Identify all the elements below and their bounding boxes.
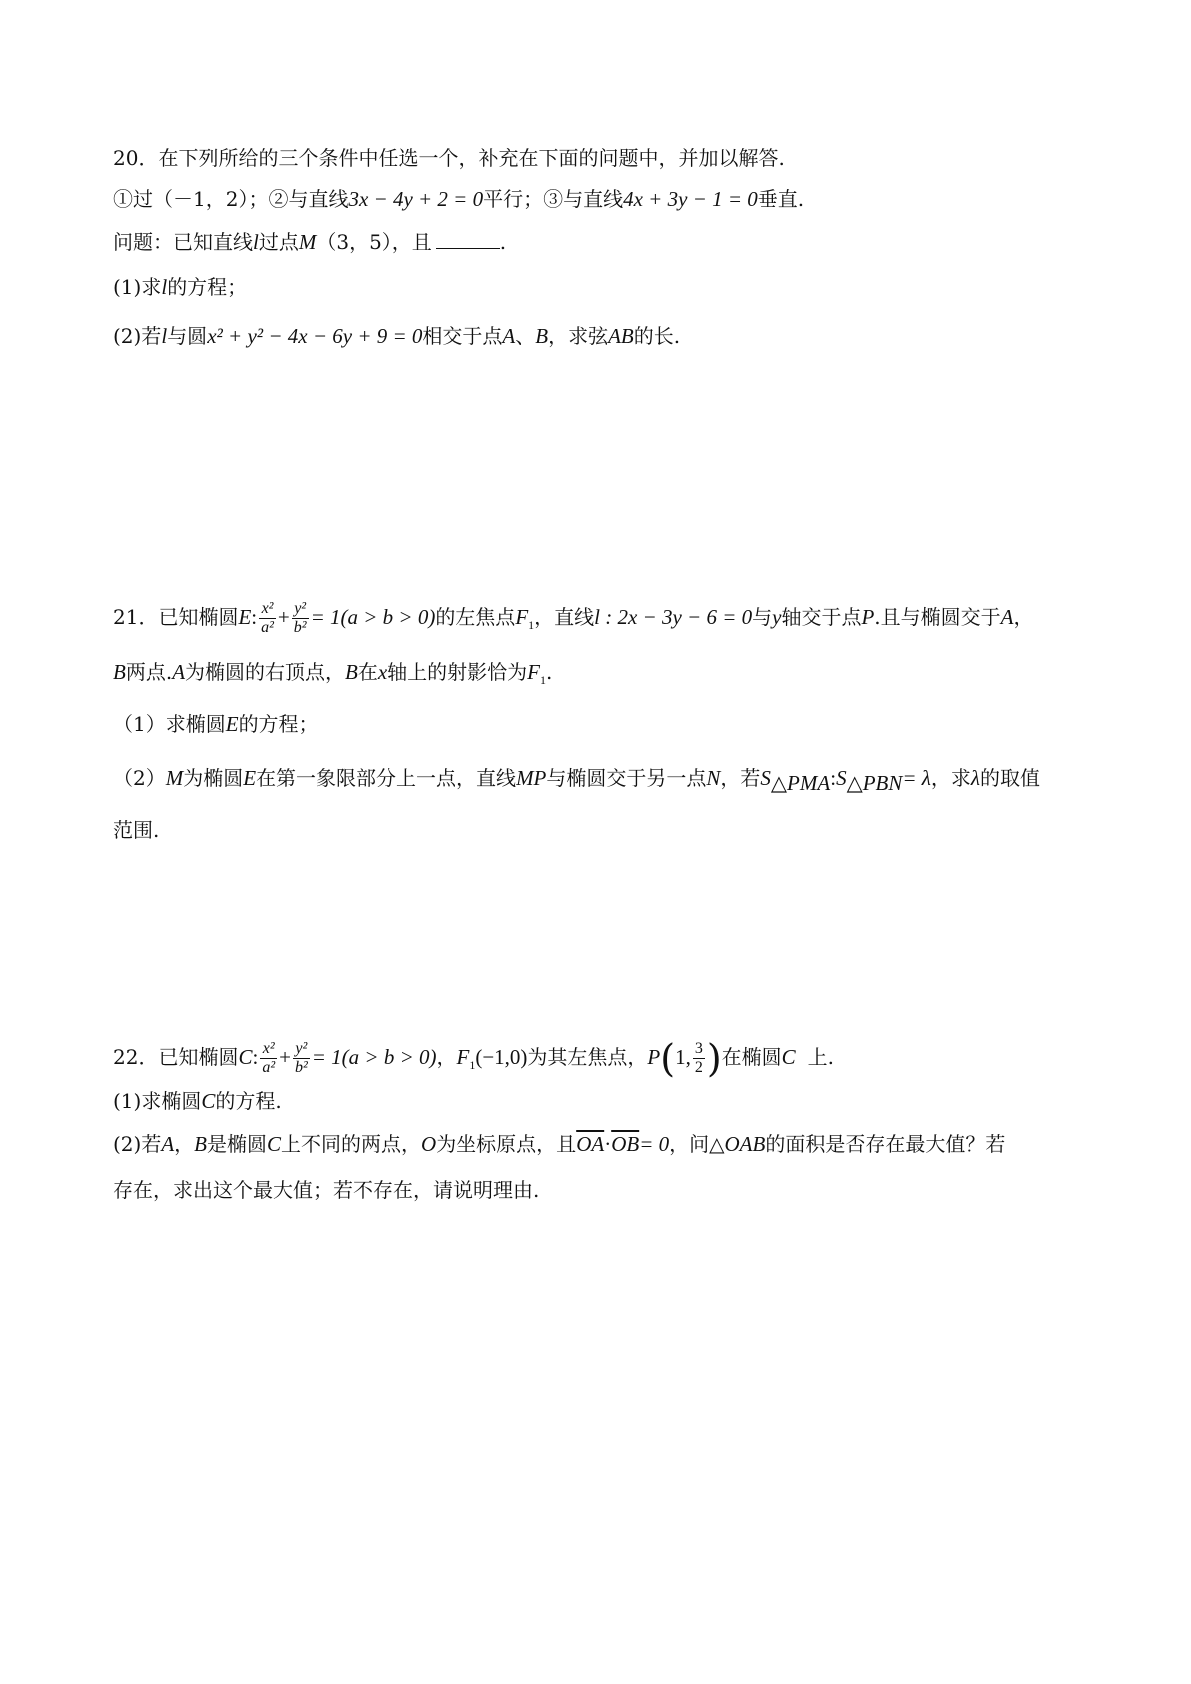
q22-left-paren: ( bbox=[660, 1036, 676, 1081]
q21-l2-var-F: F bbox=[527, 660, 540, 684]
q22-text-1: 已知椭圆 bbox=[158, 1045, 239, 1069]
q21-fraction-x bbox=[259, 600, 276, 637]
q22-var-F-sub: 1 bbox=[469, 1058, 476, 1072]
q21-part-2-line-2 bbox=[113, 815, 159, 845]
q21-stem-line-2 bbox=[113, 657, 552, 687]
q22-text-4: 在椭圆 bbox=[721, 1045, 782, 1069]
q20-number: 20． bbox=[113, 146, 159, 170]
q21-stem bbox=[113, 600, 1033, 637]
q21-fraction-y bbox=[292, 600, 309, 637]
q21-plus: + bbox=[277, 605, 290, 629]
q22-p1-var-C: C bbox=[201, 1089, 216, 1113]
q21-text-1: 已知椭圆 bbox=[158, 605, 239, 629]
q20-p1-text-2: 的方程； bbox=[167, 275, 248, 299]
q21-part-1 bbox=[113, 709, 319, 739]
q21-p2-text-4: ，若 bbox=[720, 766, 761, 790]
q21-text-5: 轴交于点 bbox=[781, 605, 862, 629]
q20-stem-text: 在下列所给的三个条件中任选一个，补充在下面的问题中，并加以解答. bbox=[158, 146, 785, 170]
q21-p2-text-3: 与椭圆交于另一点 bbox=[546, 766, 707, 790]
q21-var-A: A bbox=[1000, 605, 1014, 629]
q21-p2-text-1: 为椭圆 bbox=[183, 766, 244, 790]
q20-cond-equation-1: 3x − 4y + 2 = 0 bbox=[348, 187, 484, 211]
q21-l2-text-2: 为椭圆的右顶点， bbox=[185, 660, 346, 684]
q22-part-2-line-2 bbox=[113, 1175, 539, 1205]
q22-p2-text-7: 的面积是否存在最大值？若 bbox=[765, 1132, 1006, 1156]
q21-frac-y-den: b² bbox=[293, 619, 307, 636]
q20-problem-period: . bbox=[499, 230, 507, 254]
q22-text-3: 为其左焦点， bbox=[527, 1045, 648, 1069]
q20-problem-text-2: 过点 bbox=[258, 230, 299, 254]
q22-p2-var-C: C bbox=[267, 1132, 282, 1156]
q21-frac-y-num: y² bbox=[292, 600, 309, 619]
q22-p2-vector-OB: $\overline{OB}$ bbox=[611, 1132, 640, 1156]
q21-p1-text-2: 的方程； bbox=[238, 712, 319, 736]
q21-p2-text-6: 的取值 bbox=[980, 766, 1041, 790]
q22-P-coord-x: 1, bbox=[675, 1045, 691, 1069]
q21-p2-var-MP: MP bbox=[516, 766, 547, 790]
q22-right-paren: ) bbox=[706, 1036, 722, 1081]
q21-p2-text-2: 在第一象限部分上一点，直线 bbox=[256, 766, 517, 790]
q21-l2-text-3: 在 bbox=[357, 660, 378, 684]
q21-p2-var-S2: S bbox=[836, 766, 847, 790]
q20-cond-text-3: 垂直. bbox=[757, 187, 805, 211]
q22-var-C2: C bbox=[781, 1045, 796, 1069]
q21-p2-ratio: : bbox=[830, 766, 837, 790]
q22-p1-text-1: (1)求椭圆 bbox=[113, 1089, 202, 1113]
q22-var-C: C bbox=[238, 1045, 253, 1069]
q20-p2-sep: 、 bbox=[515, 324, 536, 348]
q20-cond-equation-2: 4x + 3y − 1 = 0 bbox=[623, 187, 758, 211]
q22-var-P: P bbox=[647, 1045, 661, 1069]
q21-l2-var-B2: B bbox=[345, 660, 358, 684]
q21-text-3: ，直线 bbox=[534, 605, 595, 629]
q22-p2-text-6: ，问△ bbox=[669, 1132, 725, 1156]
q21-l2-text-1: 两点. bbox=[125, 660, 173, 684]
q20-var-l: l bbox=[253, 230, 259, 254]
q21-var-P: P bbox=[861, 605, 875, 629]
q22-frac-x-num: x² bbox=[260, 1040, 277, 1059]
q21-l2-var-x: x bbox=[377, 660, 388, 684]
q22-text-5: 上. bbox=[807, 1045, 835, 1069]
q21-l2-period: . bbox=[546, 660, 553, 684]
q21-l2-var-B: B bbox=[113, 660, 126, 684]
q20-part-2 bbox=[113, 321, 680, 351]
q22-fraction-x bbox=[260, 1040, 277, 1077]
q22-P-frac-num: 3 bbox=[694, 1040, 703, 1057]
q20-p2-text-5: 的长. bbox=[633, 324, 681, 348]
q21-equation-tail: = 1(a > b > 0) bbox=[310, 605, 436, 629]
q21-frac-x-num: x² bbox=[259, 600, 276, 619]
q22-p2-var-O: O bbox=[421, 1132, 437, 1156]
q21-colon: : bbox=[251, 605, 258, 629]
q22-F-coordinates: (−1,0) bbox=[475, 1045, 528, 1069]
q22-p2-equals-zero: = 0 bbox=[639, 1132, 670, 1156]
q21-p2-text-5: ，求 bbox=[930, 766, 971, 790]
q21-p1-var-E: E bbox=[225, 712, 239, 736]
q22-p2-var-A: A bbox=[161, 1132, 175, 1156]
q21-p2-text-7: 范围. bbox=[113, 818, 160, 842]
q20-p2-text-2: 与圆 bbox=[167, 324, 208, 348]
q21-text-7: ， bbox=[1013, 605, 1034, 629]
q22-frac-y-den: b² bbox=[294, 1059, 308, 1076]
q22-stem bbox=[113, 1036, 835, 1081]
q21-p2-var-S2-sub: △PBN bbox=[846, 771, 903, 795]
q22-P-fraction bbox=[693, 1040, 705, 1077]
q22-fraction-y bbox=[293, 1040, 310, 1077]
q20-p2-var-B: B bbox=[535, 324, 549, 348]
q21-p2-var-N: N bbox=[706, 766, 721, 790]
q21-p2-label: （2） bbox=[113, 766, 166, 790]
q20-var-M: M bbox=[298, 230, 317, 254]
q21-p2-var-M: M bbox=[165, 766, 184, 790]
q22-text-2: ， bbox=[436, 1045, 457, 1069]
q21-p1-text-1: （1）求椭圆 bbox=[113, 712, 226, 736]
q21-p2-var-S1-sub: △PMA bbox=[770, 771, 831, 795]
q20-conditions bbox=[113, 184, 804, 214]
q22-p2-text-4: 上不同的两点， bbox=[281, 1132, 422, 1156]
q20-p2-var-AB: AB bbox=[608, 324, 634, 348]
q22-p2-text-8: 存在，求出这个最大值；若不存在，请说明理由. bbox=[113, 1178, 540, 1202]
q21-line-equation: l : 2x − 3y − 6 = 0 bbox=[594, 605, 753, 629]
q21-l2-var-A: A bbox=[172, 660, 186, 684]
q22-frac-x-den: a² bbox=[262, 1059, 276, 1076]
q21-var-F-sub: 1 bbox=[528, 618, 535, 632]
q20-stem bbox=[113, 143, 785, 173]
q20-p2-text-3: 相交于点 bbox=[422, 324, 503, 348]
q20-p2-text-4: ，求弦 bbox=[548, 324, 609, 348]
q22-p1-text-2: 的方程. bbox=[215, 1089, 282, 1113]
q22-p2-var-OAB: OAB bbox=[724, 1132, 766, 1156]
q20-part-1 bbox=[113, 272, 247, 302]
q20-p2-circle-equation: x² + y² − 4x − 6y + 9 = 0 bbox=[207, 324, 423, 348]
q22-p2-dot: · bbox=[604, 1132, 612, 1156]
q21-number: 21． bbox=[113, 605, 159, 629]
q22-p2-var-B: B bbox=[194, 1132, 207, 1156]
q22-colon: : bbox=[252, 1045, 259, 1069]
q22-P-frac-den: 2 bbox=[694, 1059, 703, 1076]
q20-p2-var-A: A bbox=[502, 324, 516, 348]
q21-text-2: 的左焦点 bbox=[435, 605, 516, 629]
q21-p2-var-lambda: λ bbox=[970, 766, 981, 790]
q21-text-4: 与 bbox=[752, 605, 773, 629]
q21-p2-var-E: E bbox=[243, 766, 257, 790]
q20-problem-text-3: （3，5），且 bbox=[316, 230, 432, 254]
q20-cond-text-1: ①过（－1，2）；②与直线 bbox=[113, 187, 349, 211]
q21-part-2 bbox=[113, 763, 1040, 793]
q22-p2-text-1: (2)若 bbox=[113, 1132, 162, 1156]
q20-answer-blank[interactable] bbox=[436, 228, 500, 249]
q20-cond-text-2: 平行；③与直线 bbox=[483, 187, 624, 211]
q21-l2-text-4: 轴上的射影恰为 bbox=[387, 660, 528, 684]
q22-equation-tail: = 1(a > b > 0) bbox=[311, 1045, 437, 1069]
q22-number: 22． bbox=[113, 1045, 159, 1069]
q22-frac-y-num: y² bbox=[293, 1040, 310, 1059]
q22-var-F: F bbox=[456, 1045, 470, 1069]
q20-problem bbox=[113, 227, 506, 257]
q20-p1-text-1: (1)求 bbox=[113, 275, 162, 299]
q22-part-1 bbox=[113, 1086, 282, 1116]
q22-p2-text-2: ， bbox=[174, 1132, 195, 1156]
q21-text-6: .且与椭圆交于 bbox=[874, 605, 1001, 629]
q20-p2-var-l: l bbox=[161, 324, 168, 348]
q21-l2-var-F-sub: 1 bbox=[540, 673, 546, 687]
q21-p2-var-S1: S bbox=[760, 766, 771, 790]
q21-var-E: E bbox=[238, 605, 252, 629]
q20-problem-text-1: 问题：已知直线 bbox=[113, 230, 253, 254]
q22-p2-text-5: 为坐标原点，且 bbox=[436, 1132, 577, 1156]
q21-var-F: F bbox=[515, 605, 529, 629]
q21-p2-equals-lambda: = λ bbox=[902, 766, 931, 790]
q20-p1-var-l: l bbox=[161, 275, 168, 299]
q22-part-2 bbox=[113, 1129, 1005, 1159]
q22-plus: + bbox=[279, 1045, 291, 1069]
q22-p2-vector-OA: $\overline{OA}$ bbox=[576, 1132, 605, 1156]
q20-p2-text-1: (2)若 bbox=[113, 324, 162, 348]
q21-frac-x-den: a² bbox=[261, 619, 274, 636]
q22-p2-text-3: 是椭圆 bbox=[207, 1132, 267, 1156]
q21-var-y: y bbox=[772, 605, 782, 629]
